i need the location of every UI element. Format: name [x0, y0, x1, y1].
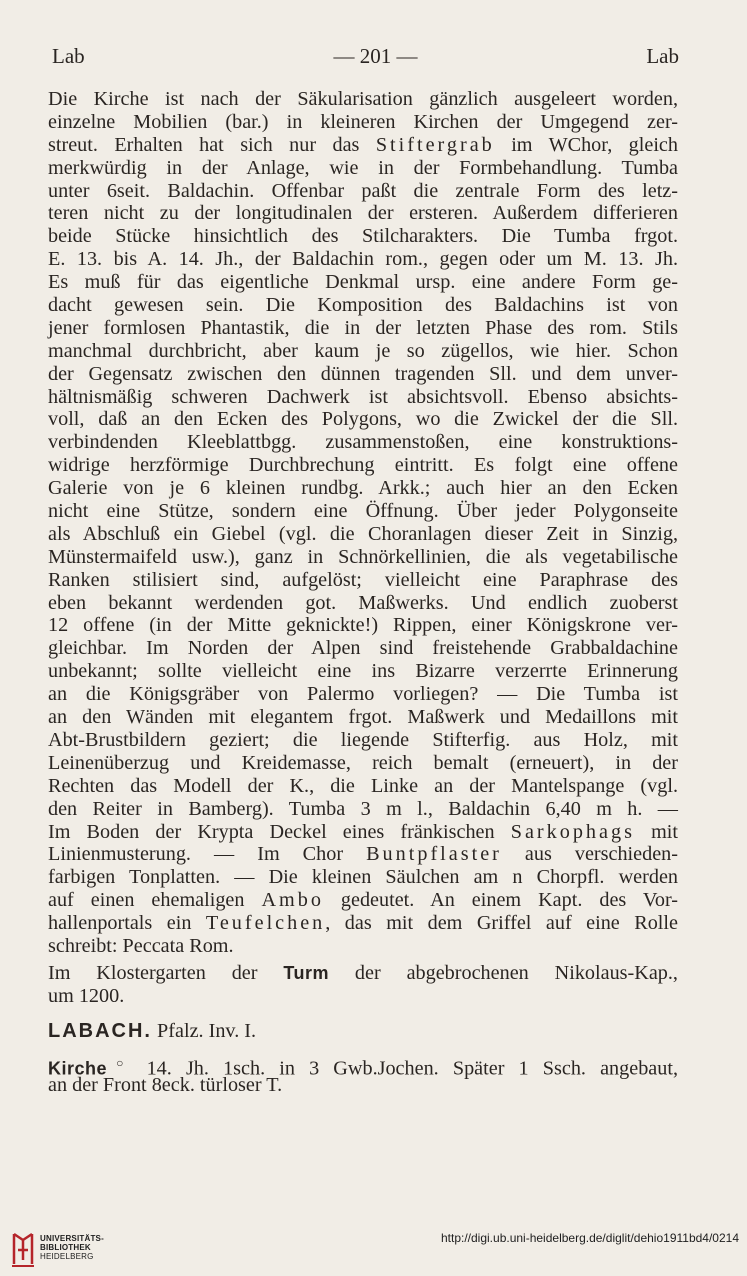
keyword-ambo: Ambo — [261, 889, 324, 912]
text-line: an der Front 8eck. türloser T. — [48, 1074, 283, 1097]
text-line: Kirche○ 14. Jh. 1sch. in 3 Gwb.Jochen. Später 1 Ssch. angebaut, — [48, 1055, 678, 1080]
text-line: dacht gewesen sein. Die Komposition des Baldachins ist von — [48, 294, 678, 317]
main-text — [48, 88, 678, 1097]
text-line: Es muß für das eigentliche Denkmal ursp. eine andere Form ge- — [48, 271, 678, 294]
text-line: Leinenüberzug und Kreidemasse, reich bemalt (erneuert), in der — [48, 751, 678, 774]
text-line: streut. Erhalten hat sich nur das Stiftergrab im WChor, gleich — [48, 133, 678, 156]
keyword-buntpflaster: Buntpflaster — [366, 843, 502, 866]
text-line: unbekannt; sollte vielleicht eine ins Bizarre verzerrte Erinnerung — [48, 660, 678, 683]
text-line: den Reiter in Bamberg). Tumba 3 m l., Baldachin 6,40 m h. — — [48, 797, 678, 820]
text-line: an den Wänden mit elegantem frgot. Maßwerk und Medaillons mit — [48, 706, 678, 729]
running-head-left: Lab — [52, 44, 85, 68]
text-line: Münstermaifeld usw.), ganz in Schnörkellinien, die als vegetabilische — [48, 545, 678, 568]
text-line: auf einen ehemaligen Ambo gedeutet. An einem Kapt. des Vor- — [48, 889, 678, 912]
text-line: nicht eine Stütze, sondern eine Öffnung. Über jeder Polygonseite — [48, 500, 678, 523]
keyword-stiftergrab: Stiftergrab — [375, 133, 495, 156]
text-line: Die Kirche ist nach der Säkularisation gänzlich ausgeleert worden, — [48, 88, 678, 110]
text-line: hallenportals ein Teufelchen, das mit dem Griffel auf eine Rolle — [48, 912, 678, 935]
text-line: voll, daß an den Ecken des Polygons, wo die Zwickel der die Sll. — [48, 408, 678, 431]
page-number: — 201 — — [333, 44, 418, 68]
text-line: Im Boden der Krypta Deckel eines fränkischen Sarkophags mit — [48, 820, 678, 843]
running-head-right: Lab — [646, 44, 679, 68]
running-head — [52, 44, 679, 72]
entry-heading-line: LABACH. Pfalz. Inv. I. — [48, 1019, 257, 1042]
text-line: der Gegensatz zwischen den dünnen tragenden Sll. und dem unver- — [48, 362, 678, 385]
text-line: hältnismäßig schweren Dachwerk ist absichtsvoll. Ebenso absichts- — [48, 385, 678, 408]
circle-symbol: ○ — [107, 1055, 133, 1070]
text-line: E. 13. bis A. 14. Jh., der Baldachin rom., gegen oder um M. 13. Jh. — [48, 248, 678, 271]
keyword-sarkophags: Sarkophags — [510, 820, 635, 843]
text-line: beide Stücke hinsichtlich des Stilcharakters. Die Tumba frgot. — [48, 225, 678, 248]
text-line: farbigen Tonplatten. — Die kleinen Säulchen am n Chorpfl. werden — [48, 866, 678, 889]
text-line: an die Königsgräber von Palermo vorliegen? — Die Tumba ist — [48, 683, 678, 706]
text-line: jener formlosen Phantastik, die in der letzten Phase des rom. Stils — [48, 316, 678, 339]
library-logo — [10, 1230, 130, 1270]
text-line: Rechten das Modell der K., die Linke an der Mantelspange (vgl. — [48, 774, 678, 797]
text-line: unter 6seit. Baldachin. Offenbar paßt die zentrale Form des letz- — [48, 179, 678, 202]
keyword-teufelchen: Teufelchen — [205, 912, 326, 935]
keyword-kirche: Kirche — [48, 1058, 108, 1079]
text-line: Ranken stilisiert sind, aufgelöst; vielleicht eine Paraphrase des — [48, 568, 678, 591]
text-line: schreibt: Peccata Rom. — [48, 934, 234, 957]
text-line: merkwürdig in der Anlage, wie in der Formbehandlung. Tumba — [48, 156, 678, 179]
text-line: als Abschluß ein Giebel (vgl. die Choranlagen dieser Zeit in Sinzig, — [48, 522, 678, 545]
text-line: 12 offene (in der Mitte geknickte!) Rippen, einer Königskrone ver- — [48, 614, 678, 637]
text-line: manchmal durchbricht, aber kaum je so zügellos, wie hier. Schon — [48, 339, 678, 362]
text-line: widrige herzförmige Durchbrechung eintritt. Es folgt eine offene — [48, 454, 678, 477]
text-line: teren nicht zu der longitudinalen der ersteren. Außerdem differieren — [48, 202, 678, 225]
keyword-turm: Turm — [283, 962, 330, 983]
entry-heading-labach: LABACH. — [48, 1019, 152, 1042]
text-line: einzelne Mobilien (bar.) in kleineren Kirchen der Umgegend zer- — [48, 110, 678, 133]
text-line: Im Klostergarten der Turm der abgebrochenen Nikolaus-Kap., — [48, 961, 678, 984]
heidelberg-logo-icon — [10, 1230, 36, 1268]
library-logo-text: UNIVERSITÄTS- BIBLIOTHEK HEIDELBERG — [40, 1234, 104, 1261]
text-line: eben bekannt werdenden got. Maßwerks. Und endlich zuoberst — [48, 591, 678, 614]
text-line: Abt-Brustbildern geziert; die liegende Stifterfig. aus Holz, mit — [48, 728, 678, 751]
text-line: Linienmusterung. — Im Chor Buntpflaster aus verschieden- — [48, 843, 678, 866]
text-line: gleichbar. Im Norden der Alpen sind freistehende Grabbaldachine — [48, 637, 678, 660]
text-line: Galerie von je 6 kleinen rundbg. Arkk.; auch hier an den Ecken — [48, 477, 678, 500]
source-url[interactable]: http://digi.ub.uni-heidelberg.de/diglit/dehio1911bd4/0214 — [440, 1231, 739, 1245]
text-line: verbindenden Kleeblattbgg. zusammenstoßen, eine konstruktions- — [48, 431, 678, 454]
text-line: um 1200. — [48, 984, 125, 1007]
